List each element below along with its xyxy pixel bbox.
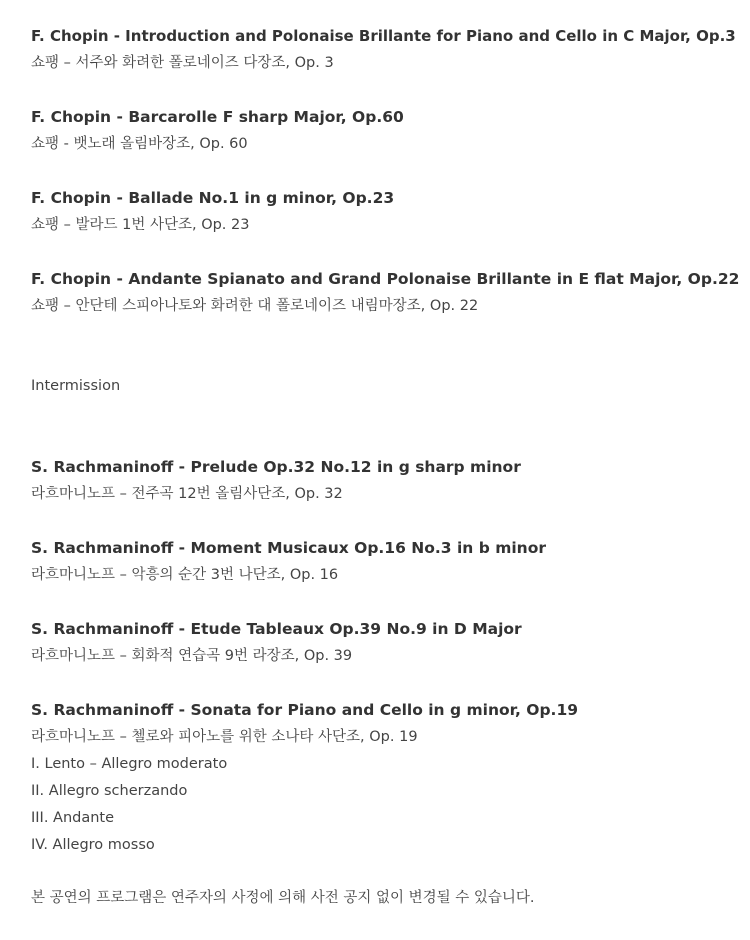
piece-title-chopin-op60: F. Chopin - Barcarolle F sharp Major, Op.60 [31, 108, 404, 126]
movement-item: II. Allegro scherzando [31, 783, 188, 799]
intermission-label: Intermission [31, 378, 121, 394]
piece-subtitle-rachmaninoff-op32: 라흐마니노프 – 전주곡 12번 올림사단조, Op. 32 [31, 486, 343, 502]
piece-title-rachmaninoff-op39: S. Rachmaninoff - Etude Tableaux Op.39 No.9 in D Major [31, 620, 522, 638]
piece-subtitle-rachmaninoff-op19: 라흐마니노프 – 첼로와 피아노를 위한 소나타 사단조, Op. 19 [31, 729, 418, 745]
piece-title-rachmaninoff-op32: S. Rachmaninoff - Prelude Op.32 No.12 in g sharp minor [31, 458, 521, 476]
movement-item: IV. Allegro mosso [31, 837, 155, 853]
piece-subtitle-chopin-op3: 쇼팽 – 서주와 화려한 폴로네이즈 다장조, Op. 3 [31, 55, 334, 71]
piece-title-chopin-op22: F. Chopin - Andante Spianato and Grand Polonaise Brillante in E flat Major, Op.22 [31, 270, 740, 288]
piece-subtitle-chopin-op60: 쇼팽 - 뱃노래 올림바장조, Op. 60 [31, 136, 248, 152]
piece-subtitle-chopin-op23: 쇼팽 – 발라드 1번 사단조, Op. 23 [31, 217, 250, 233]
movement-item: III. Andante [31, 810, 115, 826]
piece-subtitle-rachmaninoff-op16: 라흐마니노프 – 악흥의 순간 3번 나단조, Op. 16 [31, 567, 339, 583]
program-change-notice: 본 공연의 프로그램은 연주자의 사정에 의해 사전 공지 없이 변경될 수 있습니다. [31, 890, 535, 906]
piece-title-chopin-op3: F. Chopin - Introduction and Polonaise Brillante for Piano and Cello in C Major, Op.3 [31, 27, 736, 45]
piece-title-chopin-op23: F. Chopin - Ballade No.1 in g minor, Op.23 [31, 189, 395, 207]
piece-subtitle-chopin-op22: 쇼팽 – 안단테 스피아나토와 화려한 대 폴로네이즈 내림마장조, Op. 22 [31, 298, 479, 314]
piece-title-rachmaninoff-op16: S. Rachmaninoff - Moment Musicaux Op.16 No.3 in b minor [31, 539, 546, 557]
piece-subtitle-rachmaninoff-op39: 라흐마니노프 – 회화적 연습곡 9번 라장조, Op. 39 [31, 648, 353, 664]
movement-item: I. Lento – Allegro moderato [31, 756, 228, 772]
piece-title-rachmaninoff-op19: S. Rachmaninoff - Sonata for Piano and Cello in g minor, Op.19 [31, 701, 579, 719]
